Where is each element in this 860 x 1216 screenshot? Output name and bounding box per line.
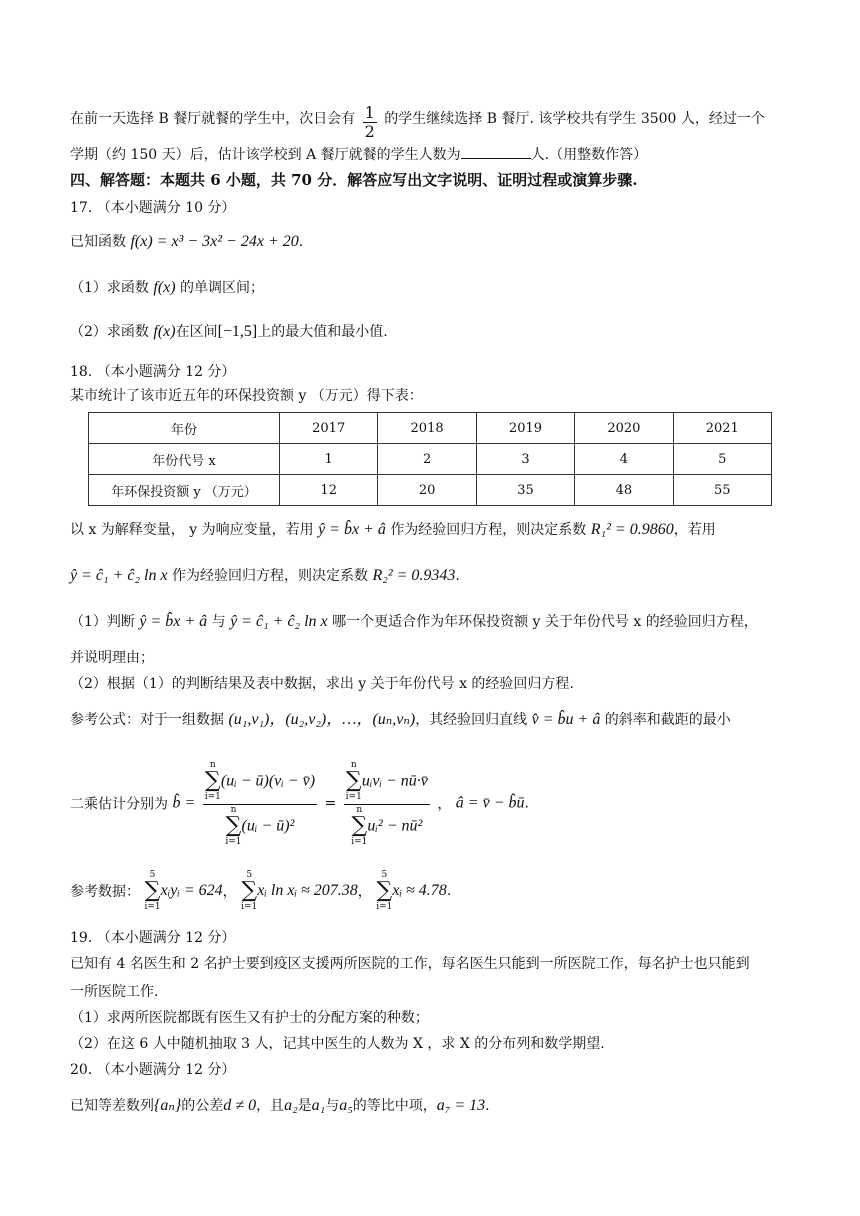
frac2-numerator-expr: uᵢvᵢ − nū·v̄	[361, 772, 428, 790]
intro-text-c: 学期（约 150 天）后，估计该学校到 A 餐厅就餐的学生人数为	[70, 147, 461, 163]
ref-formula-mid: ，其经验回归直线	[415, 712, 528, 728]
q20-mid1: 的公差	[181, 1098, 224, 1114]
q19-part1: （1）求两所医院都既有医生又有护士的分配方案的种数；	[70, 1010, 429, 1026]
intro-line-2	[70, 144, 647, 165]
table-cell: 35	[476, 475, 574, 506]
q18-data-table	[88, 412, 772, 506]
sum-lower: i=1	[376, 902, 393, 912]
table-row	[89, 475, 772, 506]
sum-upper: n	[350, 760, 357, 770]
q20-mid4: 与	[325, 1098, 340, 1114]
table-row	[89, 413, 772, 444]
ref-formula-prefix: 参考公式：对于一组数据	[70, 712, 224, 728]
sum-lower: i=1	[351, 837, 368, 847]
table-cell: 2018	[378, 413, 476, 444]
q17-part1	[70, 278, 264, 298]
table-cell: 1	[280, 444, 378, 475]
q17-part2-interval: [−1,5]	[217, 323, 258, 340]
q18-part2: （2）根据（1）的判断结果及表中数据，求出 y 关于年份代号 x 的经验回归方程.	[70, 676, 574, 692]
q18-stem: 某市统计了该市近五年的环保投资额 y （万元）得下表：	[70, 388, 423, 404]
a-hat-formula: â = v̄ − b̂ū	[455, 794, 525, 812]
q19-stem-line1: 已知有 4 名医生和 2 名护士要到疫区支援两所医院的工作，每名医生只能到一所医院工作，每名护士也只能到	[70, 956, 750, 972]
q18-line-b-mid: 作为经验回归方程，则决定系数	[172, 568, 369, 584]
q18-part1-and: 与	[211, 614, 226, 630]
q18-r2-linear: R₁² = 0.9860	[590, 521, 674, 538]
q18-least-squares: 二乘估计分别为 b̂ = n ∑ i=1 (uᵢ − ū)(vᵢ − v̄) n ∑ i=1 (uᵢ − ū)² = n ∑ i=1 uᵢvᵢ − nū·v̄ n ∑ i=1 uᵢ² − nū² ， â = v̄ − b̂ū.	[70, 760, 529, 847]
q17-part1-suffix: 的单调区间；	[180, 280, 265, 296]
ref-formula-data: (u₁,v₁)，(u₂,v₂)，…，(uₙ,vₙ)	[228, 711, 416, 728]
q17-part2-mid: 在区间	[175, 324, 218, 340]
sum-lower: i=1	[144, 902, 161, 912]
q17-part2	[70, 322, 388, 342]
fraction-denominator	[203, 805, 317, 847]
q18-r2-log: R₂² = 0.9343	[372, 567, 456, 584]
ref-data-3: xᵢ ≈ 4.78	[392, 882, 447, 899]
table-cell: 2020	[575, 413, 673, 444]
q18-ref-formula-line	[70, 710, 731, 730]
frac1-numerator-expr: (uᵢ − ū)(vᵢ − v̄)	[220, 772, 316, 790]
q17-stem: 已知函数 f(x) = x³ − 3x² − 24x + 20.	[70, 233, 304, 250]
q18-line-a-suffix: ，若用	[673, 522, 716, 538]
q19-part2: （2）在这 6 人中随机抽取 3 人，记其中医生的人数为 X ，求 X 的分布列和数学期望.	[70, 1036, 605, 1052]
q20-mid3: 是	[297, 1098, 312, 1114]
q20-mid5: 的等比中项，	[352, 1098, 437, 1114]
sum-symbol: n ∑ i=1	[345, 760, 362, 802]
fraction-one-half	[363, 104, 377, 141]
q18-line-a-mid: 作为经验回归方程，则决定系数	[390, 522, 587, 538]
intro-text-b: 的学生继续选择 B 餐厅. 该学校共有学生 3500 人，经过一个	[384, 111, 765, 127]
q17-part1-prefix: （1）求函数	[70, 280, 149, 296]
sum-symbol: n ∑ i=1	[351, 805, 368, 847]
table-cell: 20	[378, 475, 476, 506]
sum-symbol: n ∑ i=1	[225, 805, 242, 847]
ref-formula-suffix: 的斜率和截距的最小	[604, 712, 731, 728]
q20-stem	[70, 1096, 490, 1116]
sum-upper: 5	[246, 870, 253, 880]
table-cell: 年份代号 x	[89, 444, 280, 475]
frac2-denominator-expr: uᵢ² − nū²	[367, 817, 423, 835]
intro-text-d: 人.（用整数作答）	[530, 147, 648, 163]
q17-part1-formula: f(x)	[153, 279, 176, 296]
b-hat-fraction-1	[203, 760, 317, 847]
sum-upper: 5	[149, 870, 156, 880]
least-squares-prefix: 二乘估计分别为	[70, 796, 168, 813]
q20-a2: a₂	[284, 1097, 298, 1114]
answer-blank	[461, 144, 531, 159]
table-cell: 4	[575, 444, 673, 475]
q20-sequence: {aₙ}	[154, 1097, 182, 1114]
intro-text-a: 在前一天选择 B 餐厅就餐的学生中，次日会有	[70, 111, 356, 127]
table-cell: 年份	[89, 413, 280, 444]
table-cell: 12	[280, 475, 378, 506]
fraction-denominator	[344, 805, 430, 847]
fraction-numerator	[344, 760, 430, 805]
q17-function-formula: f(x) = x³ − 3x² − 24x + 20	[130, 233, 299, 250]
q18-ref-data: 参考数据： 5 ∑ i=1 xᵢyᵢ = 624， 5 ∑ i=1 xᵢ ln xᵢ ≈ 207.38， 5 ∑ i=1 xᵢ ≈ 4.78.	[70, 870, 452, 912]
q18-part1-cont: 并说明理由；	[70, 650, 154, 666]
sum-lower: i=1	[204, 792, 221, 802]
q20-a1: a₁	[311, 1097, 326, 1114]
table-cell: 48	[575, 475, 673, 506]
sum-upper: n	[356, 805, 363, 815]
table-cell: 2	[378, 444, 476, 475]
q20-d-condition: d ≠ 0	[223, 1097, 257, 1114]
sum-symbol: n ∑ i=1	[204, 760, 221, 802]
sum-symbol: 5 ∑ i=1	[144, 870, 161, 912]
q17-stem-prefix: 已知函数	[70, 234, 126, 250]
sum-upper: n	[230, 805, 237, 815]
ref-formula-line: v̂ = b̂u + â	[531, 711, 601, 728]
q18-line-b-end: .	[455, 568, 460, 584]
b-hat-label: b̂ =	[172, 794, 196, 812]
fraction-numerator	[203, 760, 317, 805]
table-cell: 2021	[673, 413, 771, 444]
q17-part2-formula: f(x)	[153, 323, 176, 340]
q17-part2-suffix: 上的最大值和最小值.	[257, 324, 388, 340]
q20-end: .	[485, 1098, 490, 1114]
q20-a7: a₇ = 13	[436, 1097, 486, 1114]
q18-part1-suffix: 哪一个更适合作为年环保投资额 y 关于年份代号 x 的经验回归方程，	[332, 614, 758, 630]
q20-stem-prefix: 已知等差数列	[70, 1098, 154, 1114]
q18-header: 18. （本小题满分 12 分）	[70, 364, 236, 380]
q18-log-model: ŷ = ĉ₁ + ĉ₂ ln x	[70, 567, 168, 584]
table-row	[89, 444, 772, 475]
q19-header: 19. （本小题满分 12 分）	[70, 930, 236, 946]
q18-line-a	[70, 520, 716, 540]
fraction-denominator: 2	[364, 122, 375, 141]
table-cell: 2019	[476, 413, 574, 444]
q18-part1-model1: ŷ = b̂x + â	[139, 613, 208, 630]
table-cell: 5	[673, 444, 771, 475]
table-cell: 3	[476, 444, 574, 475]
section-heading: 四、解答题：本题共 6 小题，共 70 分．解答应写出文字说明、证明过程或演算步骤.	[70, 171, 638, 189]
table-cell: 2017	[280, 413, 378, 444]
fraction-numerator: 1	[364, 103, 375, 122]
sum-upper: n	[209, 760, 216, 770]
q20-mid2: ，且	[256, 1098, 285, 1114]
q20-a5: a₅	[339, 1097, 353, 1114]
q19-stem-line2: 一所医院工作.	[70, 984, 159, 1000]
ref-data-2: xᵢ ln xᵢ ≈ 207.38	[257, 882, 358, 899]
intro-line-1	[70, 104, 765, 141]
ref-data-1: xᵢyᵢ = 624	[160, 882, 223, 899]
sum-lower: i=1	[241, 902, 258, 912]
q17-header: 17. （本小题满分 10 分）	[70, 200, 236, 216]
q18-part1-prefix: （1）判断	[70, 614, 135, 630]
table-cell: 年环保投资额 y （万元）	[89, 475, 280, 506]
q18-line-b	[70, 566, 460, 586]
q18-part1-model2: ŷ = ĉ₁ + ĉ₂ ln x	[230, 613, 328, 630]
sum-lower: i=1	[345, 792, 362, 802]
ref-data-prefix: 参考数据：	[70, 884, 140, 900]
frac1-denominator-expr: (uᵢ − ū)²	[241, 817, 295, 835]
b-hat-fraction-2	[344, 760, 430, 847]
q18-line-a-prefix: 以 x 为解释变量， y 为响应变量，若用	[70, 522, 314, 538]
q20-header: 20. （本小题满分 12 分）	[70, 1062, 236, 1078]
q18-linear-model: ŷ = b̂x + â	[318, 521, 386, 538]
sum-upper: 5	[381, 870, 388, 880]
sum-lower: i=1	[225, 837, 242, 847]
q18-part1	[70, 612, 758, 632]
sum-symbol: 5 ∑ i=1	[376, 870, 393, 912]
q17-part2-prefix: （2）求函数	[70, 324, 149, 340]
sum-symbol: 5 ∑ i=1	[241, 870, 258, 912]
table-cell: 55	[673, 475, 771, 506]
